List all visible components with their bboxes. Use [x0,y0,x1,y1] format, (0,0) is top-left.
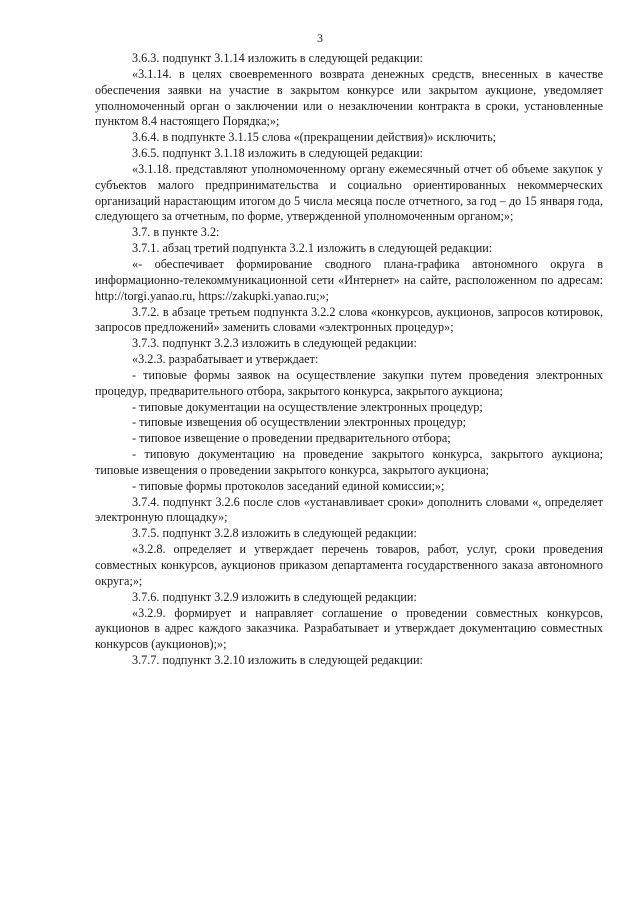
paragraph: - типовые формы протоколов заседаний единой комиссии;»; [132,478,445,493]
paragraph: 3.7.7. подпункт 3.2.10 изложить в следующей редакции: [132,653,423,668]
paragraph: - типовые извещения об осуществлении электронных процедур; [132,415,467,430]
paragraph: «3.2.9. формирует и направляет соглашение о проведении совместных конкурсов, аукционов в адрес каждого заказчика. Разрабатывает и утверждает документацию совместных конкурсов (аукционов);»; [95,605,603,652]
page-number: 3 [317,31,323,45]
document-body [95,51,603,669]
paragraph: 3.7.1. абзац третий подпункта 3.2.1 изложить в следующей редакции: [132,241,493,256]
paragraph: 3.7. в пункте 3.2: [132,225,220,240]
paragraph: - типовые документации на осуществление электронных процедур; [132,399,483,414]
paragraph: 3.6.4. в подпункте 3.1.15 слова «(прекращении действия)» исключить; [132,130,497,145]
paragraph: 3.7.4. подпункт 3.2.6 после слов «устанавливает сроки» дополнить словами «, определяет электронную площадку»; [95,494,603,525]
paragraph: 3.7.6. подпункт 3.2.9 изложить в следующей редакции: [132,589,417,604]
paragraph: «- обеспечивает формирование сводного плана-графика автономного округа в информационно-телекоммуникационной сети «Интернет» на сайте, расположенном по адресам: http://torgi.yanao.ru, https://zakupki.yanao.ru;»; [95,256,603,303]
paragraph: - типовые формы заявок на осуществление закупки путем проведения электронных процедур, предварительного отбора, закрытого конкурса, закрытого аукциона; [95,367,603,398]
paragraph: 3.7.5. подпункт 3.2.8 изложить в следующей редакции: [132,526,417,541]
paragraph: 3.7.2. в абзаце третьем подпункта 3.2.2 слова «конкурсов, аукционов, запросов котировок, запросов предложений» заменить словами «электронных процедур»; [95,304,603,335]
paragraph: «3.2.3. разрабатывает и утверждает: [132,352,319,367]
paragraph: - типовую документацию на проведение закрытого конкурса, закрытого аукциона; типовые извещения о проведении закрытого конкурса, закрытого аукциона; [95,447,603,477]
paragraph: «3.1.18. представляют уполномоченному органу ежемесячный отчет об объеме закупок у субъектов малого предпринимательства и социально ориентированных некоммерческих организаций нарастающим итогом до 5 числа месяца после отчетного, за год – до 15 января года, следующего за отчетным, по форме, утвержденной уполномоченным органом;»; [95,161,603,224]
paragraph: «3.2.8. определяет и утверждает перечень товаров, работ, услуг, сроки проведения совместных конкурсов, аукционов приказом департамента государственного заказа автономного округа;»; [95,542,603,588]
paragraph: - типовое извещение о проведении предварительного отбора; [132,431,451,446]
paragraph: «3.1.14. в целях своевременного возврата денежных средств, внесенных в качестве обеспечения заявки на участие в закрытом конкурсе или закрытом аукционе, уведомляет уполномоченный орган о заключении или о незаключении контракта в сроки, установленные пунктом 8.4 настоящего Порядка;»; [95,66,603,129]
paragraph: 3.6.3. подпункт 3.1.14 изложить в следующей редакции: [132,51,423,65]
paragraph: 3.7.3. подпункт 3.2.3 изложить в следующей редакции: [132,336,417,351]
paragraph: 3.6.5. подпункт 3.1.18 изложить в следующей редакции: [132,146,423,161]
